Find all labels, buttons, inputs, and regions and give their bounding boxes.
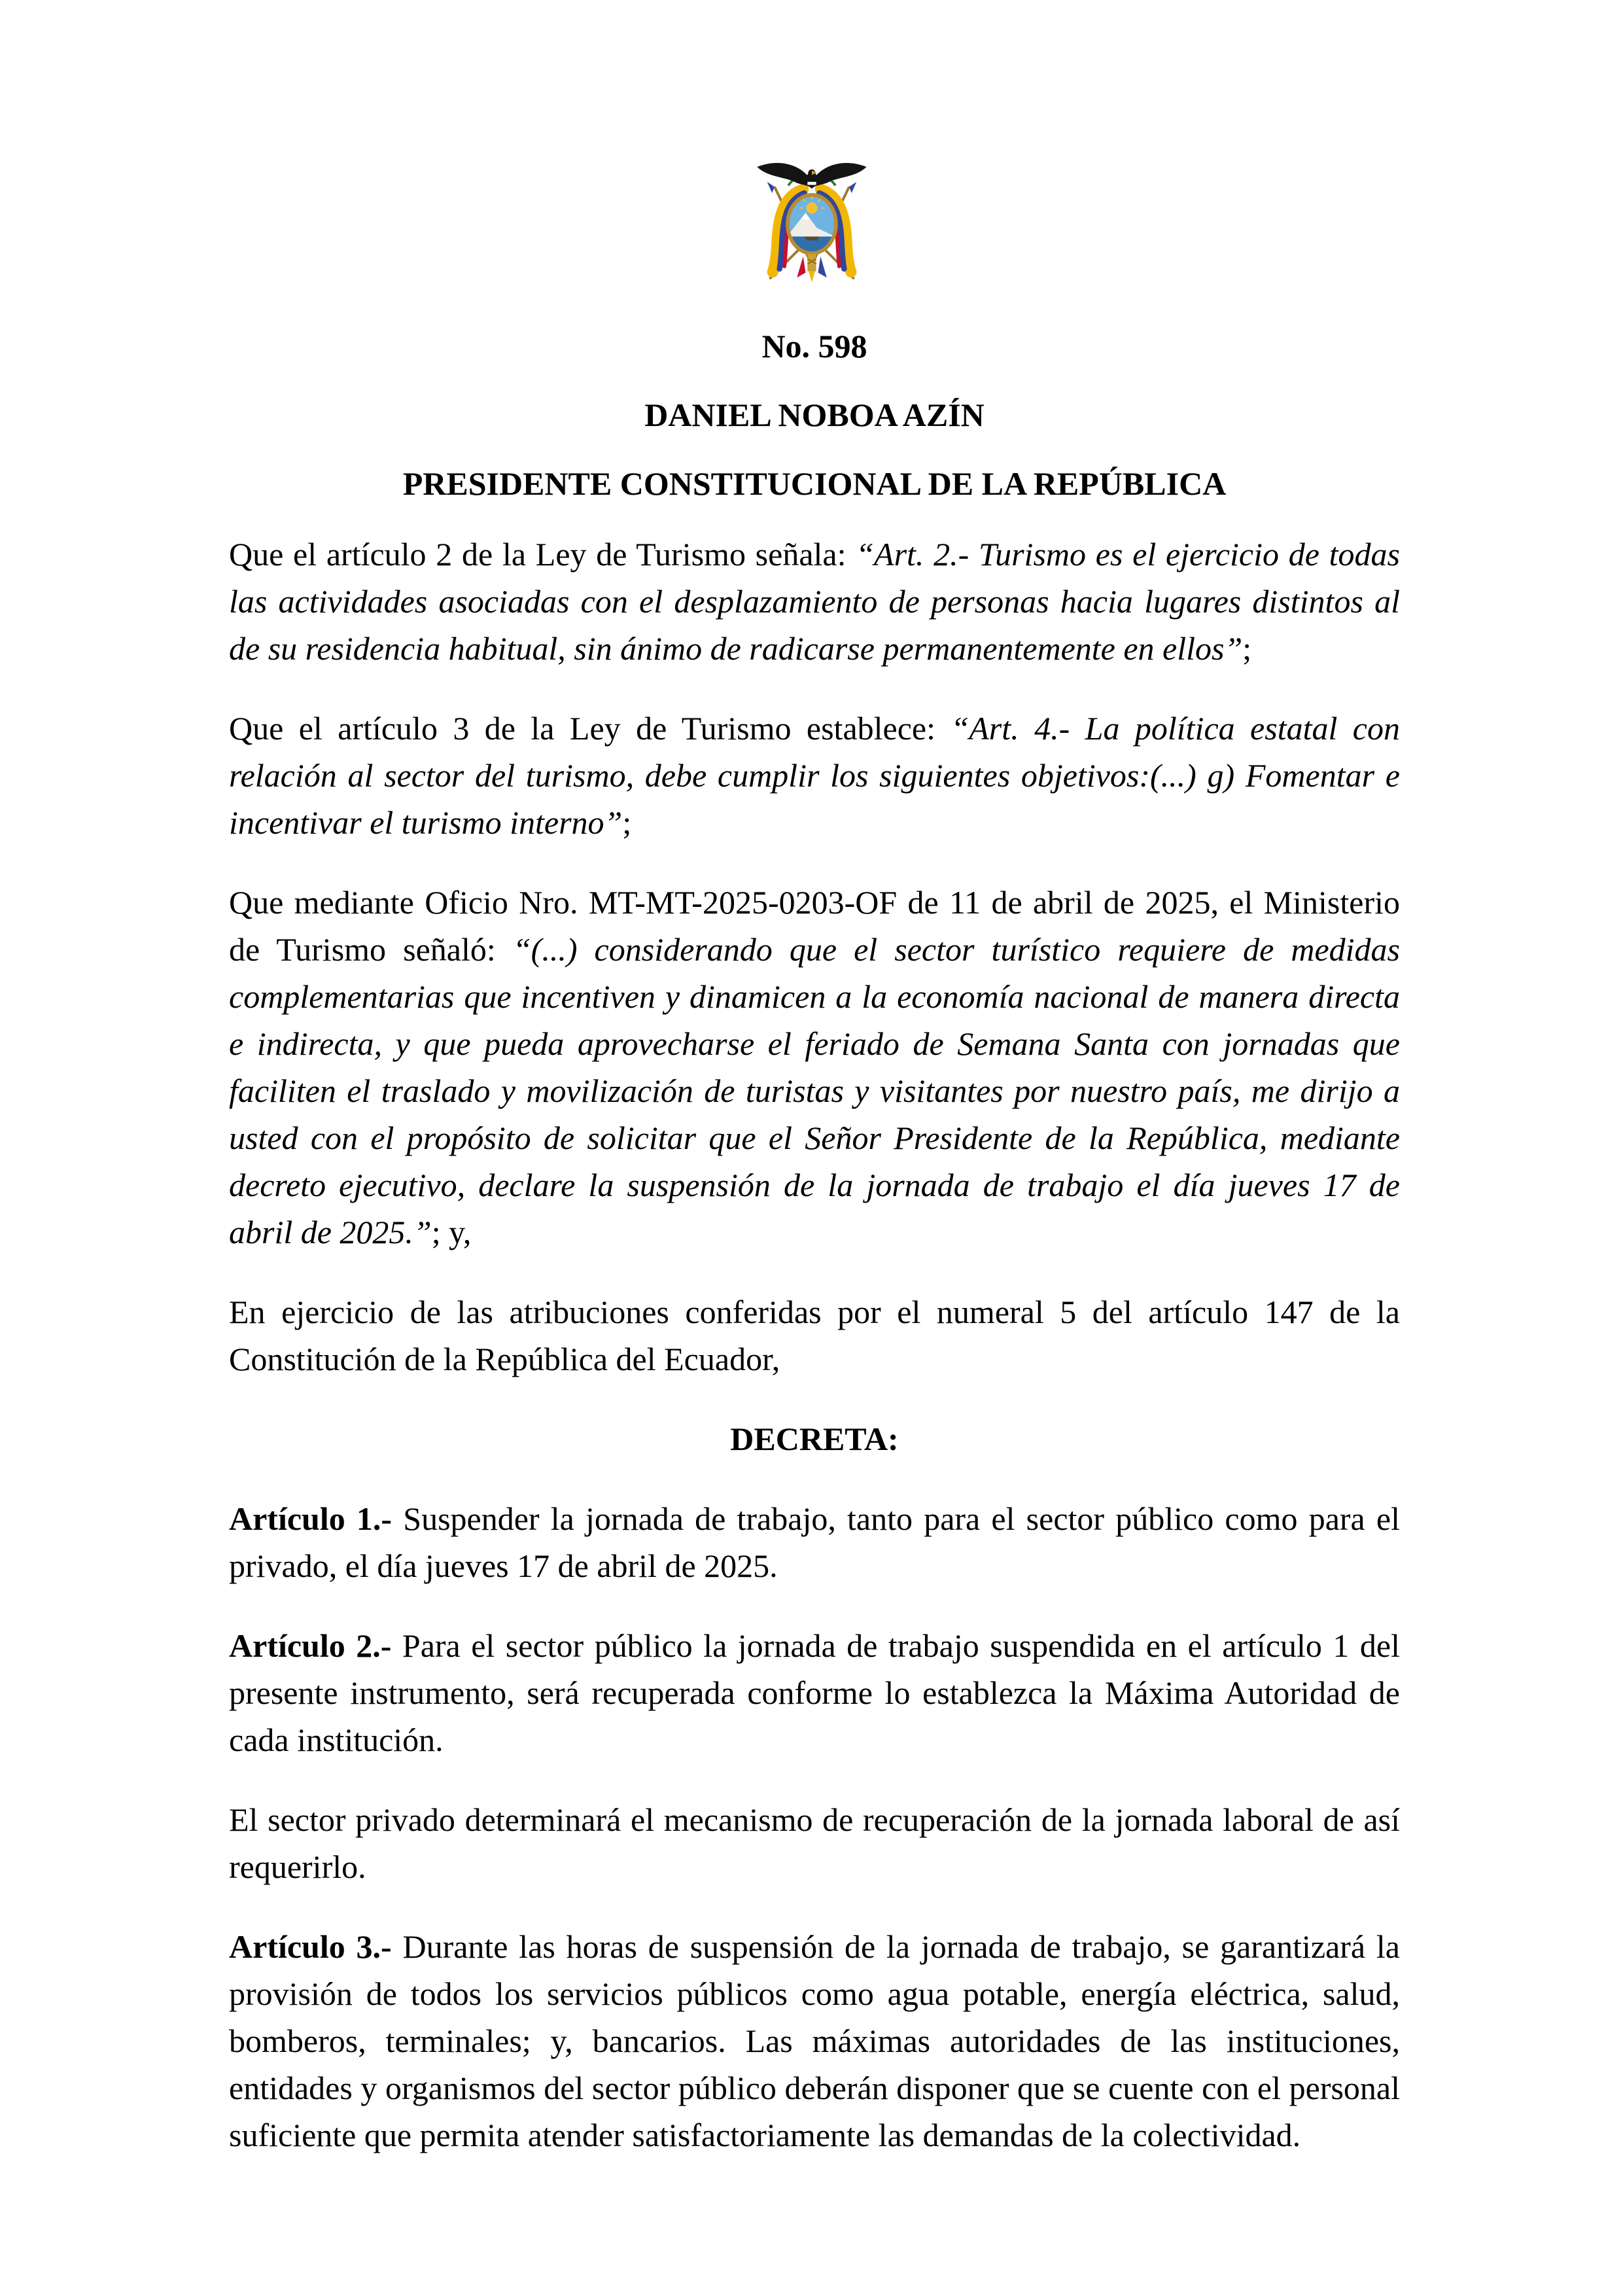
recital-intro: Que el artículo 2 de la Ley de Turismo señala: — [229, 536, 856, 573]
article-label: Artículo 2.- — [229, 1627, 402, 1664]
recital-quote: “(...) considerando que el sector turístico requiere de medidas complementarias que incentiven y dinamicen a la economía nacional de manera directa e indirecta, y que pueda aprovecharse el feriado de Semana Santa con jornadas que faciliten el traslado y movilización de turistas y visitantes por nuestro país, me dirijo a usted con el propósito de solicitar que el Señor Presidente de la República, mediante decreto ejecutivo, declare la suspensión de la jornada de trabajo el día jueves 17 de abril de 2025.” — [229, 931, 1401, 1250]
article-text: Suspender la jornada de trabajo, tanto para el sector público como para el privado, el día jueves 17 de abril de 2025. — [229, 1500, 1400, 1584]
article-1-paragraph — [229, 1495, 1400, 1589]
recital-tail: ; — [1242, 630, 1252, 667]
president-name: DANIEL NOBOA AZÍN — [644, 397, 985, 433]
fasces — [797, 254, 827, 283]
recital-paragraph-3 — [229, 879, 1400, 1256]
article-label: Artículo 1.- — [229, 1500, 404, 1537]
president-title: PRESIDENTE CONSTITUCIONAL DE LA REPÚBLICA — [402, 465, 1227, 502]
recital-intro: Que el artículo 3 de la Ley de Turismo establece: — [229, 710, 951, 747]
recital-quote: “Art. 2.- Turismo es el ejercicio de todas las actividades asociadas con el desplazamiento de personas hacia lugares distintos al de su residencia habitual, sin ánimo de radicarse permanentemente en ellos” — [229, 536, 1401, 667]
article-text: Para el sector público la jornada de trabajo suspendida en el artículo 1 del presente instrumento, será recuperada conforme lo establezca la Máxima Autoridad de cada institución. — [229, 1627, 1400, 1758]
private-sector-paragraph: El sector privado determinará el mecanismo de recuperación de la jornada laboral de así requerirlo. — [229, 1801, 1400, 1885]
decreta-heading: DECRETA: — [730, 1421, 899, 1457]
recital-intro: Que mediante Oficio Nro. MT-MT-2025-0203-OF de 11 de abril de 2025, el Ministerio de Turismo señaló: — [229, 884, 1400, 968]
article-label: Artículo 3.- — [229, 1928, 403, 1965]
article-text: Durante las horas de suspensión de la jornada de trabajo, se garantizará la provisión de todos los servicios públicos como agua potable, energía eléctrica, salud, bomberos, terminales; y, bancarios. Las máximas autoridades de las instituciones, entidades y organismos del sector público deberán disponer que se cuente con el personal suficiente que permita atender satisfactoriamente las demandas de la colectividad. — [229, 1928, 1400, 2153]
recital-tail: ; — [622, 804, 632, 841]
article-2-paragraph — [229, 1622, 1400, 1763]
recital-paragraph-1 — [229, 531, 1400, 672]
article-3-paragraph — [229, 1923, 1400, 2159]
recital-paragraph-2 — [229, 705, 1400, 846]
decree-number: No. 598 — [761, 328, 867, 364]
ecuador-coat-of-arms-icon — [750, 149, 874, 287]
condor-icon — [757, 163, 866, 188]
recital-quote: “Art. 4.- La política estatal con relación al sector del turismo, debe cumplir los siguientes objetivos:(...) g) Fomentar e incentivar el turismo interno” — [229, 710, 1401, 841]
recital-tail: ; y, — [431, 1214, 472, 1250]
empowerment-paragraph: En ejercicio de las atribuciones conferidas por el numeral 5 del artículo 147 de la Constitución de la República del Ecuador, — [229, 1294, 1400, 1377]
